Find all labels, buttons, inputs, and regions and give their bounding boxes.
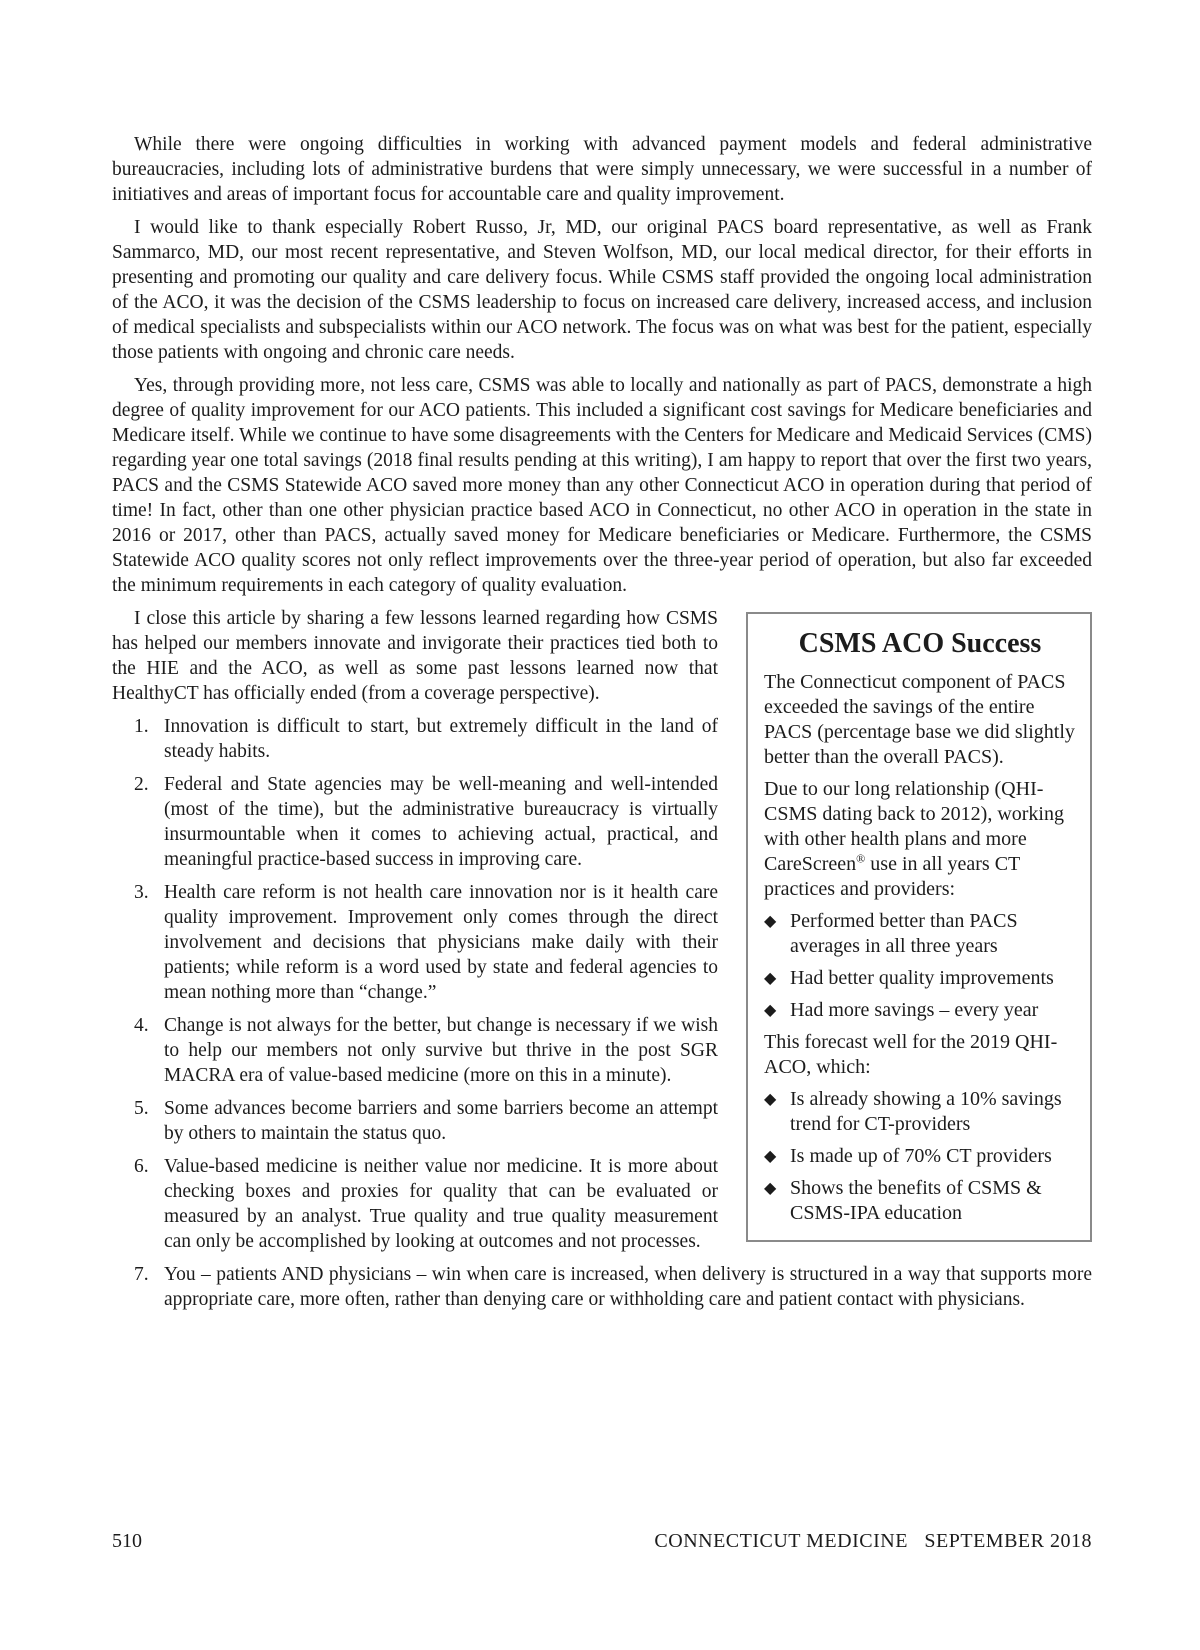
lesson-item-6 — [112, 1154, 1092, 1254]
registered-mark: ® — [856, 851, 866, 866]
paragraph-2: I would like to thank especially Robert Russo, Jr, MD, our original PACS board representative, as well as Frank Sammarco, MD, our most recent representative, and Steven Wolfson, MD, our local medical director, for their efforts in presenting and promoting our quality and care delivery focus. While CSMS staff provided the ongoing local administration of the ACO, it was the decision of the CSMS leadership to focus on increased care delivery, increased access, and inclusion of medical specialists and subspecialists within our ACO network. The focus was on what was best for the patient, especially those patients with ongoing and chronic care needs. — [112, 217, 1092, 363]
paragraph-3: Yes, through providing more, not less care, CSMS was able to locally and nationally as part of PACS, demonstrate a high degree of quality improvement for our ACO patients. This included a significant cost savings for Medicare beneficiaries and Medicare itself. While we continue to have some disagreements with the Centers for Medicare and Medicaid Services (CMS) regarding year one total savings (2018 final results pending at this writing), I am happy to report that over the first two years, PACS and the CSMS Statewide ACO saved more money than any other Connecticut ACO in operation during that period of time! In fact, other than one other physician practice based ACO in Connecticut, no other ACO in operation in the state in 2016 or 2017, other than PACS, actually saved money for Medicare beneficiaries or Medicare. Furthermore, the CSMS Statewide ACO quality scores not only reflect improvements over the three-year period of operation, but also far exceeded the minimum requirements in each category of quality evaluation. — [112, 375, 1092, 596]
lesson-item-1 — [112, 714, 1092, 764]
sidebar-forecast: This forecast well for the 2019 QHI-ACO, which: — [764, 1031, 1058, 1078]
bullet-text: Had better quality improvements — [790, 967, 1054, 989]
lesson-text: Some advances become barriers and some barriers become an attempt by others to maintain the status quo. — [164, 1098, 718, 1144]
paragraph-4: I close this article by sharing a few lessons learned regarding how CSMS has helped our members innovate and invigorate their practices tied both to the HIE and the ACO, as well as some past lessons learned now that HealthyCT has officially ended (from a coverage perspective). — [112, 608, 718, 704]
lesson-text: Health care reform is not health care innovation nor is it health care quality improvement. Improvement only comes through the direct involvement and decisions that physicians make daily with their patients; while reform is a word used by state and federal agencies to mean nothing more than “change.” — [164, 882, 718, 1003]
sidebar-title: CSMS ACO Success — [798, 628, 1042, 659]
diamond-bullet-icon: ◆ — [764, 1180, 777, 1197]
page-number: 510 — [112, 1530, 142, 1552]
lesson-item-7 — [112, 1262, 1092, 1312]
sidebar-para2-start: Due to our long relationship (QHI-CSMS dating back to 2012), working with other health plans and more CareScreen — [764, 778, 1064, 875]
lesson-text: You – patients AND physicians – win when care is increased, when delivery is structured in a way that supports more appropriate care, more often, rather than denying care or withholding care and patient contact with physicians. — [164, 1264, 1092, 1310]
bullet-text: Is already showing a 10% savings trend for CT-providers — [790, 1088, 1062, 1135]
lesson-item-5 — [112, 1096, 1092, 1146]
lesson-number: 7. — [134, 1264, 149, 1285]
lesson-number: 6. — [134, 1156, 149, 1177]
journal-title: CONNECTICUT MEDICINE SEPTEMBER 2018 — [654, 1530, 1092, 1552]
lesson-text: Change is not always for the better, but change is necessary if we wish to help our members not only survive but thrive in the post SGR MACRA era of value-based medicine (more on this in a minute). — [164, 1015, 718, 1086]
article-body — [112, 132, 1092, 1320]
lessons-list — [112, 714, 1092, 1312]
sidebar-intro: The Connecticut component of PACS exceeded the savings of the entire PACS (percentage base we did slightly better than the overall PACS). — [764, 671, 1075, 768]
lesson-text: Federal and State agencies may be well-meaning and well-intended (most of the time), but the administrative bureaucracy is virtually insurmountable when it comes to achieving actual, practical, and meaningful practice-based success in improving care. — [164, 774, 718, 870]
lesson-text: Value-based medicine is neither value nor medicine. It is more about checking boxes and proxies for quality that can be evaluated or measured by an analyst. True quality and true quality measurement can only be accomplished by looking at outcomes and not processes. — [164, 1156, 718, 1252]
diamond-bullet-icon: ◆ — [764, 913, 777, 930]
diamond-bullet-icon: ◆ — [764, 1091, 777, 1108]
lesson-item-4 — [112, 1013, 1092, 1088]
diamond-bullet-icon: ◆ — [764, 970, 777, 987]
lesson-number: 2. — [134, 774, 149, 795]
bullet-text: Performed better than PACS averages in all three years — [790, 910, 1018, 957]
lesson-number: 4. — [134, 1015, 149, 1036]
paragraph-1: While there were ongoing difficulties in working with advanced payment models and federal administrative bureaucracies, including lots of administrative burdens that were simply unnecessary, we were successful in a number of initiatives and areas of important focus for accountable care and quality improvement. — [112, 134, 1092, 205]
bullet-text: Is made up of 70% CT providers — [790, 1145, 1052, 1167]
diamond-bullet-icon: ◆ — [764, 1002, 777, 1019]
lesson-number: 5. — [134, 1098, 149, 1119]
bullet-text: Had more savings – every year — [790, 999, 1039, 1021]
diamond-bullet-icon: ◆ — [764, 1148, 777, 1165]
lesson-item-3 — [112, 880, 1092, 1005]
sidebar-para2-end: use in all years CT practices and providers: — [764, 853, 1020, 900]
lesson-item-2 — [112, 772, 1092, 872]
lesson-number: 3. — [134, 882, 149, 903]
lesson-number: 1. — [134, 716, 149, 737]
bullet-text: Shows the benefits of CSMS & CSMS-IPA education — [790, 1177, 1042, 1224]
lesson-text: Innovation is difficult to start, but extremely difficult in the land of steady habits. — [164, 716, 718, 762]
